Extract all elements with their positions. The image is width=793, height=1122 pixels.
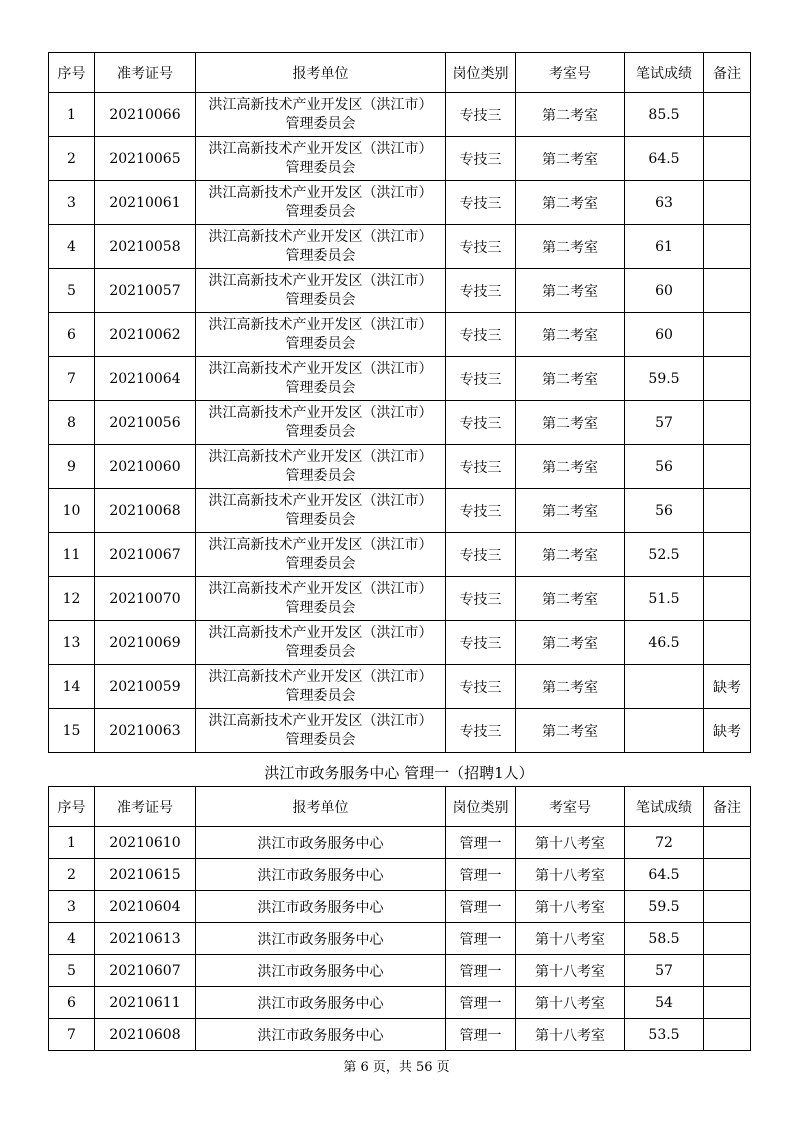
cell-ticket: 20210060 xyxy=(95,445,196,489)
cell-seq: 2 xyxy=(49,859,95,891)
cell-seq: 12 xyxy=(49,577,95,621)
cell-seq: 6 xyxy=(49,313,95,357)
cell-ticket: 20210611 xyxy=(95,987,196,1019)
cell-remark xyxy=(704,489,751,533)
cell-score: 56 xyxy=(625,445,704,489)
cell-seq: 11 xyxy=(49,533,95,577)
cell-score: 54 xyxy=(625,987,704,1019)
cell-unit: 洪江高新技术产业开发区（洪江市）管理委员会 xyxy=(196,577,446,621)
cell-seq: 1 xyxy=(49,93,95,137)
cell-unit: 洪江高新技术产业开发区（洪江市）管理委员会 xyxy=(196,621,446,665)
cell-room: 第二考室 xyxy=(516,181,625,225)
cell-seq: 7 xyxy=(49,1019,95,1051)
cell-ticket: 20210070 xyxy=(95,577,196,621)
header-remark: 备注 xyxy=(704,787,751,827)
cell-remark xyxy=(704,445,751,489)
cell-ticket: 20210064 xyxy=(95,357,196,401)
cell-unit: 洪江高新技术产业开发区（洪江市）管理委员会 xyxy=(196,489,446,533)
table-row xyxy=(49,489,751,533)
table-row xyxy=(49,137,751,181)
header-room: 考室号 xyxy=(516,787,625,827)
cell-ticket: 20210061 xyxy=(95,181,196,225)
cell-unit: 洪江高新技术产业开发区（洪江市）管理委员会 xyxy=(196,225,446,269)
header-unit: 报考单位 xyxy=(196,787,446,827)
cell-unit: 洪江市政务服务中心 xyxy=(196,955,446,987)
cell-room: 第二考室 xyxy=(516,269,625,313)
table-row xyxy=(49,181,751,225)
cell-score: 85.5 xyxy=(625,93,704,137)
cell-score: 53.5 xyxy=(625,1019,704,1051)
cell-seq: 7 xyxy=(49,357,95,401)
table-row xyxy=(49,313,751,357)
cell-seq: 3 xyxy=(49,181,95,225)
cell-seq: 6 xyxy=(49,987,95,1019)
cell-remark xyxy=(704,93,751,137)
cell-position: 管理一 xyxy=(446,955,516,987)
cell-room: 第二考室 xyxy=(516,709,625,753)
cell-room: 第十八考室 xyxy=(516,859,625,891)
cell-position: 专技三 xyxy=(446,709,516,753)
cell-position: 专技三 xyxy=(446,181,516,225)
cell-remark xyxy=(704,1019,751,1051)
cell-room: 第二考室 xyxy=(516,445,625,489)
cell-room: 第二考室 xyxy=(516,313,625,357)
cell-position: 管理一 xyxy=(446,987,516,1019)
cell-room: 第十八考室 xyxy=(516,827,625,859)
cell-room: 第二考室 xyxy=(516,357,625,401)
table-row xyxy=(49,357,751,401)
cell-remark xyxy=(704,955,751,987)
cell-position: 专技三 xyxy=(446,577,516,621)
table-row xyxy=(49,533,751,577)
table-row xyxy=(49,621,751,665)
table-header-row xyxy=(49,53,751,93)
cell-room: 第十八考室 xyxy=(516,955,625,987)
cell-remark xyxy=(704,401,751,445)
table-row xyxy=(49,923,751,955)
header-position: 岗位类别 xyxy=(446,53,516,93)
cell-remark xyxy=(704,533,751,577)
cell-ticket: 20210066 xyxy=(95,93,196,137)
cell-room: 第二考室 xyxy=(516,621,625,665)
cell-remark: 缺考 xyxy=(704,709,751,753)
cell-remark xyxy=(704,181,751,225)
table-row xyxy=(49,93,751,137)
cell-position: 专技三 xyxy=(446,489,516,533)
cell-position: 管理一 xyxy=(446,859,516,891)
cell-remark: 缺考 xyxy=(704,665,751,709)
cell-position: 专技三 xyxy=(446,357,516,401)
cell-remark xyxy=(704,313,751,357)
cell-position: 专技三 xyxy=(446,313,516,357)
cell-unit: 洪江高新技术产业开发区（洪江市）管理委员会 xyxy=(196,401,446,445)
cell-remark xyxy=(704,137,751,181)
cell-score: 57 xyxy=(625,401,704,445)
cell-room: 第十八考室 xyxy=(516,891,625,923)
cell-seq: 5 xyxy=(49,269,95,313)
cell-ticket: 20210607 xyxy=(95,955,196,987)
cell-unit: 洪江市政务服务中心 xyxy=(196,827,446,859)
cell-remark xyxy=(704,621,751,665)
cell-seq: 2 xyxy=(49,137,95,181)
cell-room: 第二考室 xyxy=(516,533,625,577)
cell-score: 72 xyxy=(625,827,704,859)
cell-unit: 洪江高新技术产业开发区（洪江市）管理委员会 xyxy=(196,137,446,181)
cell-score: 64.5 xyxy=(625,859,704,891)
cell-remark xyxy=(704,357,751,401)
cell-room: 第二考室 xyxy=(516,401,625,445)
cell-ticket: 20210604 xyxy=(95,891,196,923)
cell-seq: 15 xyxy=(49,709,95,753)
cell-position: 专技三 xyxy=(446,225,516,269)
cell-room: 第二考室 xyxy=(516,489,625,533)
cell-remark xyxy=(704,827,751,859)
cell-score: 56 xyxy=(625,489,704,533)
cell-unit: 洪江市政务服务中心 xyxy=(196,859,446,891)
section-title: 洪江市政务服务中心 管理一（招聘1人） xyxy=(264,764,534,782)
cell-unit: 洪江市政务服务中心 xyxy=(196,923,446,955)
cell-remark xyxy=(704,891,751,923)
header-ticket: 准考证号 xyxy=(95,787,196,827)
cell-room: 第十八考室 xyxy=(516,987,625,1019)
table-row xyxy=(49,269,751,313)
cell-unit: 洪江高新技术产业开发区（洪江市）管理委员会 xyxy=(196,357,446,401)
table-row xyxy=(49,987,751,1019)
header-remark: 备注 xyxy=(704,53,751,93)
cell-ticket: 20210608 xyxy=(95,1019,196,1051)
cell-unit: 洪江市政务服务中心 xyxy=(196,891,446,923)
table-row xyxy=(49,709,751,753)
cell-ticket: 20210613 xyxy=(95,923,196,955)
header-room: 考室号 xyxy=(516,53,625,93)
cell-seq: 8 xyxy=(49,401,95,445)
table-row xyxy=(49,577,751,621)
cell-position: 管理一 xyxy=(446,1019,516,1051)
cell-remark xyxy=(704,269,751,313)
cell-unit: 洪江高新技术产业开发区（洪江市）管理委员会 xyxy=(196,665,446,709)
cell-seq: 4 xyxy=(49,923,95,955)
header-ticket: 准考证号 xyxy=(95,53,196,93)
cell-ticket: 20210067 xyxy=(95,533,196,577)
header-score: 笔试成绩 xyxy=(625,787,704,827)
cell-score: 64.5 xyxy=(625,137,704,181)
cell-room: 第二考室 xyxy=(516,665,625,709)
cell-seq: 10 xyxy=(49,489,95,533)
cell-score: 46.5 xyxy=(625,621,704,665)
cell-seq: 14 xyxy=(49,665,95,709)
table-row xyxy=(49,225,751,269)
cell-ticket: 20210069 xyxy=(95,621,196,665)
cell-score: 52.5 xyxy=(625,533,704,577)
cell-ticket: 20210058 xyxy=(95,225,196,269)
cell-unit: 洪江市政务服务中心 xyxy=(196,1019,446,1051)
cell-score: 51.5 xyxy=(625,577,704,621)
cell-unit: 洪江高新技术产业开发区（洪江市）管理委员会 xyxy=(196,181,446,225)
cell-room: 第二考室 xyxy=(516,225,625,269)
cell-position: 专技三 xyxy=(446,445,516,489)
cell-remark xyxy=(704,225,751,269)
cell-score: 63 xyxy=(625,181,704,225)
cell-score: 59.5 xyxy=(625,891,704,923)
cell-unit: 洪江高新技术产业开发区（洪江市）管理委员会 xyxy=(196,445,446,489)
header-unit: 报考单位 xyxy=(196,53,446,93)
cell-room: 第十八考室 xyxy=(516,1019,625,1051)
cell-score: 61 xyxy=(625,225,704,269)
header-seq: 序号 xyxy=(49,53,95,93)
table-row xyxy=(49,891,751,923)
cell-ticket: 20210057 xyxy=(95,269,196,313)
cell-position: 专技三 xyxy=(446,621,516,665)
cell-ticket: 20210615 xyxy=(95,859,196,891)
cell-score: 60 xyxy=(625,269,704,313)
cell-seq: 4 xyxy=(49,225,95,269)
cell-score: 58.5 xyxy=(625,923,704,955)
cell-seq: 5 xyxy=(49,955,95,987)
cell-remark xyxy=(704,577,751,621)
cell-position: 专技三 xyxy=(446,269,516,313)
cell-score: 60 xyxy=(625,313,704,357)
cell-ticket: 20210056 xyxy=(95,401,196,445)
header-position: 岗位类别 xyxy=(446,787,516,827)
cell-room: 第二考室 xyxy=(516,137,625,181)
table-row xyxy=(49,827,751,859)
cell-position: 专技三 xyxy=(446,533,516,577)
cell-unit: 洪江高新技术产业开发区（洪江市）管理委员会 xyxy=(196,709,446,753)
cell-room: 第二考室 xyxy=(516,93,625,137)
cell-position: 专技三 xyxy=(446,665,516,709)
table-row xyxy=(49,859,751,891)
cell-unit: 洪江高新技术产业开发区（洪江市）管理委员会 xyxy=(196,533,446,577)
cell-ticket: 20210065 xyxy=(95,137,196,181)
table-row xyxy=(49,1019,751,1051)
table-row xyxy=(49,401,751,445)
cell-position: 管理一 xyxy=(446,827,516,859)
cell-ticket: 20210059 xyxy=(95,665,196,709)
table-row xyxy=(49,955,751,987)
table-header-row xyxy=(49,787,751,827)
cell-position: 专技三 xyxy=(446,401,516,445)
cell-remark xyxy=(704,859,751,891)
cell-ticket: 20210063 xyxy=(95,709,196,753)
page-footer: 第 6 页，共 56 页 xyxy=(343,1060,450,1075)
cell-score: 59.5 xyxy=(625,357,704,401)
cell-position: 专技三 xyxy=(446,137,516,181)
header-seq: 序号 xyxy=(49,787,95,827)
results-table-1 xyxy=(48,52,751,753)
header-score: 笔试成绩 xyxy=(625,53,704,93)
table-row xyxy=(49,445,751,489)
cell-seq: 1 xyxy=(49,827,95,859)
cell-remark xyxy=(704,923,751,955)
table-row xyxy=(49,665,751,709)
cell-ticket: 20210062 xyxy=(95,313,196,357)
cell-seq: 3 xyxy=(49,891,95,923)
cell-score: 57 xyxy=(625,955,704,987)
cell-position: 管理一 xyxy=(446,891,516,923)
results-table-2 xyxy=(48,786,751,1051)
cell-unit: 洪江高新技术产业开发区（洪江市）管理委员会 xyxy=(196,93,446,137)
cell-remark xyxy=(704,987,751,1019)
cell-room: 第十八考室 xyxy=(516,923,625,955)
cell-position: 管理一 xyxy=(446,923,516,955)
cell-unit: 洪江高新技术产业开发区（洪江市）管理委员会 xyxy=(196,313,446,357)
cell-room: 第二考室 xyxy=(516,577,625,621)
cell-score xyxy=(625,665,704,709)
cell-score xyxy=(625,709,704,753)
cell-ticket: 20210068 xyxy=(95,489,196,533)
cell-unit: 洪江市政务服务中心 xyxy=(196,987,446,1019)
cell-ticket: 20210610 xyxy=(95,827,196,859)
cell-seq: 13 xyxy=(49,621,95,665)
cell-seq: 9 xyxy=(49,445,95,489)
cell-unit: 洪江高新技术产业开发区（洪江市）管理委员会 xyxy=(196,269,446,313)
cell-position: 专技三 xyxy=(446,93,516,137)
